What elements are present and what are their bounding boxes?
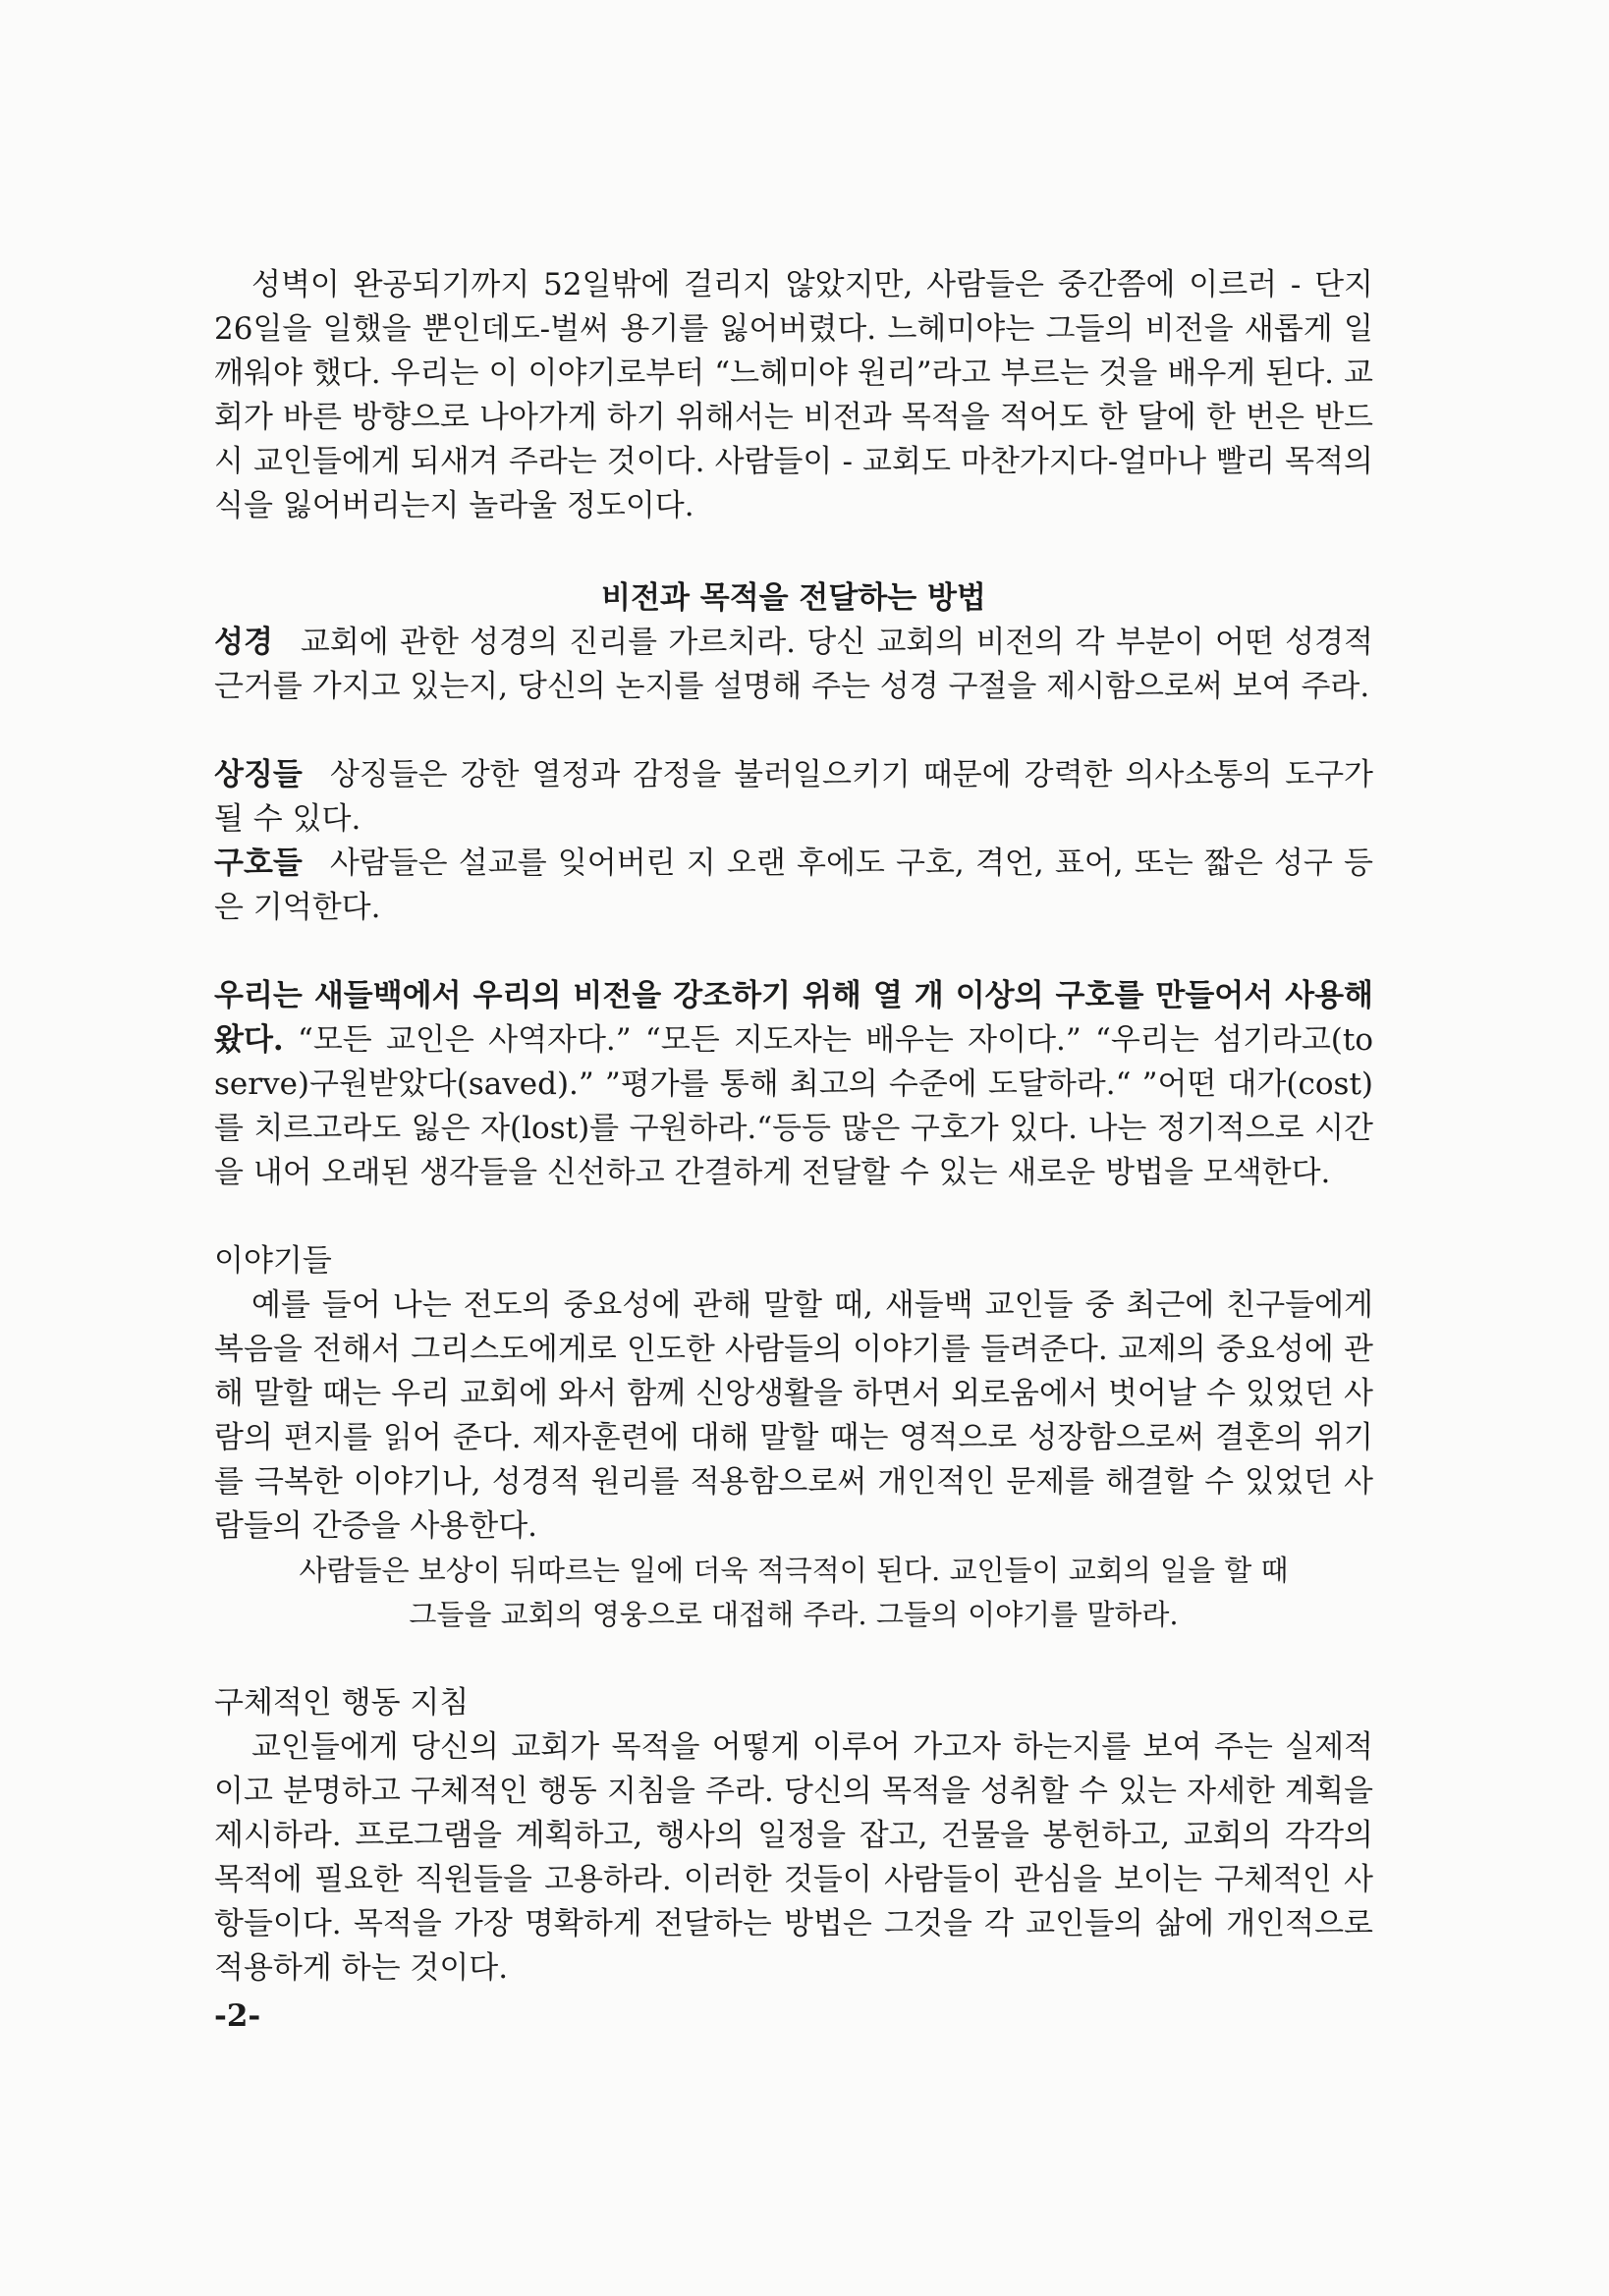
slogans-text: 사람들은 설교를 잊어버린 지 오랜 후에도 구호, 격언, 표어, 또는 짧은 성구 등은 기억한다. [214, 846, 1373, 925]
stories-note-line2: 그들을 교회의 영웅으로 대접해 주라. 그들의 이야기를 말하라. [409, 1598, 1179, 1631]
section-heading: 비전과 목적을 전달하는 방법 [601, 580, 986, 616]
slogans-paragraph [214, 842, 1373, 930]
stories-title: 이야기들 [214, 1243, 332, 1279]
intro-paragraph: 성벽이 완공되기까지 52일밖에 걸리지 않았지만, 사람들은 중간쯤에 이르러 - 단지 26일을 일했을 뿐인데도-벌써 용기를 잃어버렸다. 느헤미야는 그들의 비전을 새롭게 일깨워야 했다. 우리는 이 이야기로부터 “느헤미야 원리”라고 부르는 것을 배우게 된다. 교회가 바른 방향으로 나아가게 하기 위해서는 비전과 목적을 적어도 한 달에 한 번은 반드시 교인들에게 되새겨 주라는 것이다. 사람들이 - 교회도 마찬가지다-얼마나 빨리 목적의식을 잃어버리는지 놀라울 정도이다. [214, 267, 1373, 523]
symbols-text: 상징들은 강한 열정과 감정을 불러일으키기 때문에 강력한 의사소통의 도구가 될 수 있다. [214, 757, 1373, 837]
bible-paragraph [214, 621, 1373, 709]
slogan-examples-paragraph [214, 974, 1373, 1195]
stories-note-line1: 사람들은 보상이 뒤따르는 일에 더욱 적극적이 된다. 교인들이 교회의 일을 할 때 [299, 1554, 1289, 1587]
stories-paragraph: 예를 들어 나는 전도의 중요성에 관해 말할 때, 새들백 교인들 중 최근에 친구들에게 복음을 전해서 그리스도에게로 인도한 사람들의 이야기를 들려준다. 교제의 중요성에 관해 말할 때는 우리 교회에 와서 함께 신앙생활을 하면서 외로움에서 벗어날 수 있었던 사람의 편지를 읽어 준다. 제자훈련에 대해 말할 때는 영적으로 성장함으로써 결혼의 위기를 극복한 이야기나, 성경적 원리를 적용함으로써 개인적인 문제를 해결할 수 있었던 사람들의 간증을 사용한다. [214, 1287, 1373, 1544]
bible-term: 성경 [214, 625, 273, 660]
actions-title: 구체적인 행동 지침 [214, 1685, 470, 1721]
symbols-term: 상징들 [214, 757, 303, 793]
document-page [214, 263, 1373, 2039]
actions-paragraph: 교인들에게 당신의 교회가 목적을 어떻게 이루어 가고자 하는지를 보여 주는 실제적이고 분명하고 구체적인 행동 지침을 주라. 당신의 목적을 성취할 수 있는 자세한 계획을 제시하라. 프로그램을 계획하고, 행사의 일정을 잡고, 건물을 봉헌하고, 교회의 각각의 목적에 필요한 직원들을 고용하라. 이러한 것들이 사람들이 관심을 보이는 구체적인 사항들이다. 목적을 가장 명확하게 전달하는 방법은 그것을 각 교인들의 삶에 개인적으로 적용하게 하는 것이다. [214, 1729, 1373, 1986]
slogan-rest-text: “모든 교인은 사역자다.” “모든 지도자는 배우는 자이다.” “우리는 섬기라고(to serve)구원받았다(saved).” ”평가를 통해 최고의 수준에 도달하라.“ ”어떤 대가(cost)를 치르고라도 잃은 자(lost)를 구원하라.“등등 많은 구호가 있다. 나는 정기적으로 시간을 내어 오래된 생각들을 신선하고 간결하게 전달할 수 있는 새로운 방법을 모색한다. [214, 1022, 1373, 1190]
bible-text: 교회에 관한 성경의 진리를 가르치라. 당신 교회의 비전의 각 부분이 어떤 성경적 근거를 가지고 있는지, 당신의 논지를 설명해 주는 성경 구절을 제시함으로써 보여 주라. [214, 625, 1373, 704]
page-number: -2- [214, 1998, 261, 2034]
slogan-bold-text: 우리는 새들백에서 우리의 비전을 강조하기 위해 열 개 이상의 구호를 만들어서 사용해 왔다. [214, 978, 1373, 1058]
slogans-term: 구호들 [214, 846, 303, 881]
symbols-paragraph [214, 753, 1373, 842]
